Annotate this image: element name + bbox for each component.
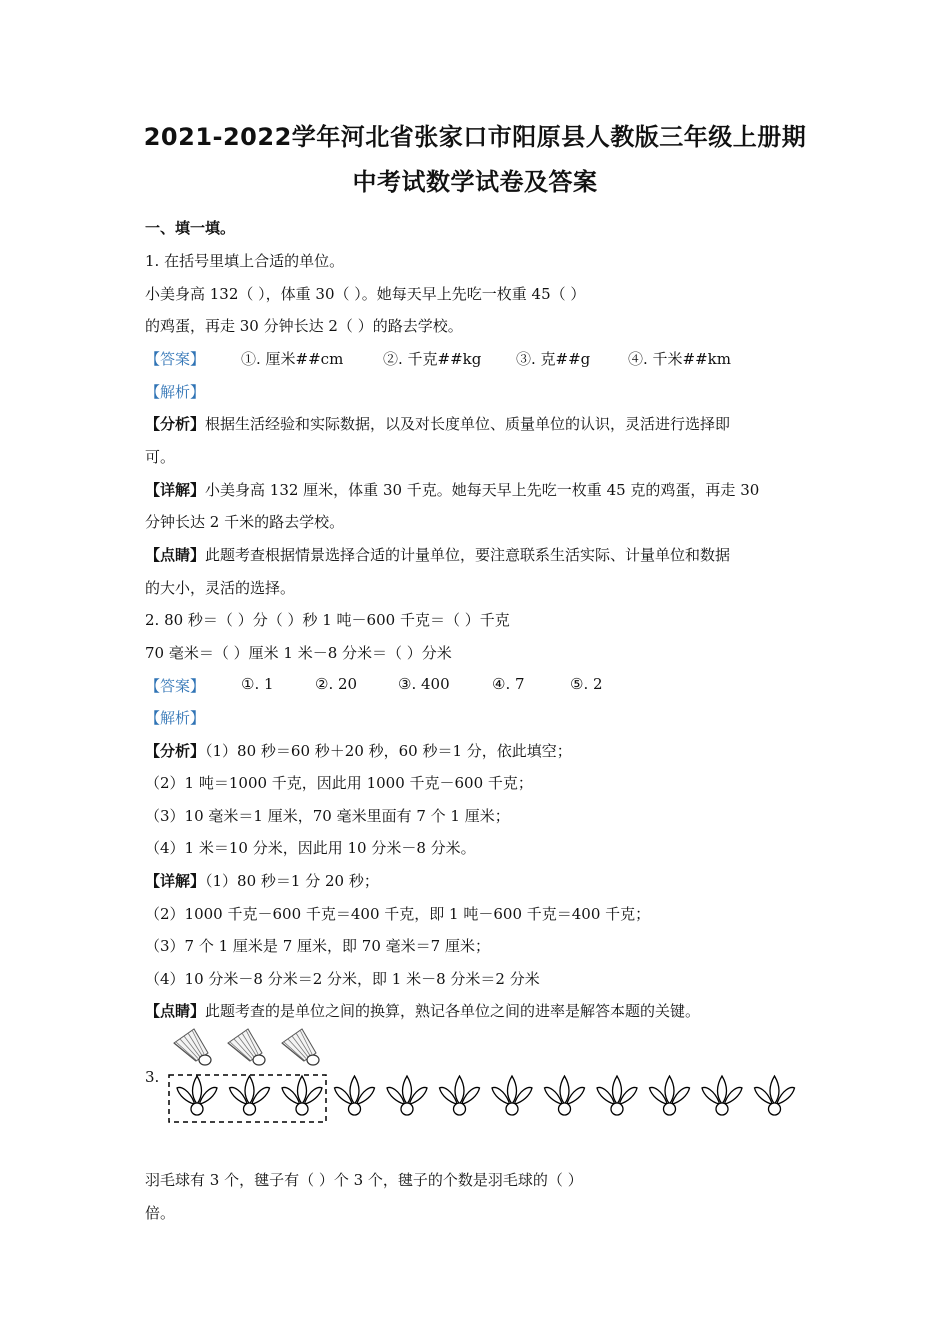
- exam-title-line-1: 2021-2022学年河北省张家口市阳原县人教版三年级上册期: [143, 123, 807, 151]
- jianzi-icon: [755, 1076, 795, 1115]
- q1-detail-line-2: 分钟长达 2 千米的路去学校。: [145, 513, 345, 531]
- exam-title-line-2: 中考试数学试卷及答案: [352, 168, 598, 196]
- q1-note-line-2: 的大小，灵活的选择。: [145, 579, 296, 597]
- q1-stem: 1. 在括号里填上合适的单位。: [145, 252, 345, 270]
- jianzi-icon: [282, 1076, 322, 1115]
- q2-answer-5: ⑤. 2: [570, 675, 603, 693]
- q1-text-line-2: 的鸡蛋，再走 30 分钟长达 2（ ）的路去学校。: [145, 317, 463, 335]
- analysis-tag: 【解析】: [145, 383, 206, 401]
- q1-analysis-line-2: 可。: [145, 448, 176, 466]
- q3-illustration: [145, 1025, 805, 1130]
- q1-answer-3: ③. 克##g: [516, 350, 591, 368]
- jianzi-icon: [597, 1076, 637, 1115]
- q1-note-line-1: 【点睛】此题考查根据情景选择合适的计量单位，要注意联系生活实际、计量单位和数据: [145, 546, 731, 564]
- q2-analysis-line-1: 【分析】（1）80 秒＝60 秒＋20 秒，60 秒＝1 分，依此填空；: [145, 742, 572, 760]
- q1-text-line-1: 小美身高 132（ ），体重 30（ ）。她每天早上先吃一枚重 45（ ）: [145, 285, 586, 303]
- q2-analysis-line-3: （3）10 毫米＝1 厘米，70 毫米里面有 7 个 1 厘米；: [145, 807, 510, 825]
- q1-answer-4: ④. 千米##km: [628, 350, 731, 368]
- jianzi-icon: [545, 1076, 585, 1115]
- analysis-tag: 【解析】: [145, 709, 206, 727]
- q2-analysis-line-2: （2）1 吨＝1000 千克，因此用 1000 千克－600 千克；: [145, 774, 533, 792]
- q1-answer-1: ①. 厘米##cm: [241, 350, 344, 368]
- answer-tag: 【答案】: [145, 677, 206, 695]
- q3-text-line-1: 羽毛球有 3 个，毽子有（ ）个 3 个，毽子的个数是羽毛球的（ ）: [145, 1171, 583, 1189]
- q1-answer-2: ②. 千克##kg: [383, 350, 482, 368]
- jianzi-icon: [387, 1076, 427, 1115]
- q3-number: 3.: [145, 1068, 160, 1086]
- q2-note-line: 【点睛】此题考查的是单位之间的换算，熟记各单位之间的进率是解答本题的关键。: [145, 1002, 701, 1020]
- q2-detail-line-4: （4）10 分米－8 分米＝2 分米，即 1 米－8 分米＝2 分米: [145, 970, 540, 988]
- q2-answer-2: ②. 20: [315, 675, 358, 693]
- shuttlecock-icon: [282, 1029, 319, 1065]
- jianzi-icon: [335, 1076, 375, 1115]
- jianzi-icon: [177, 1076, 217, 1115]
- q1-detail-line-1: 【详解】小美身高 132 厘米，体重 30 千克。她每天早上先吃一枚重 45 克的鸡蛋，再走 30: [145, 481, 760, 499]
- q2-line-1: 2. 80 秒＝（ ）分（ ）秒 1 吨－600 千克＝（ ）千克: [145, 611, 510, 629]
- q1-answer-row: [145, 348, 731, 369]
- q2-answer-row: [145, 675, 603, 696]
- jianzi-icon: [492, 1076, 532, 1115]
- jianzi-icon: [440, 1076, 480, 1115]
- q2-answer-3: ③. 400: [398, 675, 450, 693]
- jianzi-icon: [230, 1076, 270, 1115]
- q2-detail-line-2: （2）1000 千克－600 千克＝400 千克，即 1 吨－600 千克＝400 千克；: [145, 905, 651, 923]
- section-heading: 一、填一填。: [145, 219, 236, 237]
- q2-detail-line-3: （3）7 个 1 厘米是 7 厘米，即 70 毫米＝7 厘米；: [145, 937, 490, 955]
- q2-line-2: 70 毫米＝（ ）厘米 1 米－8 分米＝（ ）分米: [145, 644, 452, 662]
- answer-tag: 【答案】: [145, 350, 206, 368]
- jianzi-icon: [650, 1076, 690, 1115]
- shuttlecock-icon: [174, 1029, 211, 1065]
- q3-text-line-2: 倍。: [145, 1204, 176, 1222]
- q2-detail-line-1: 【详解】（1）80 秒＝1 分 20 秒；: [145, 872, 379, 890]
- jianzi-icon: [702, 1076, 742, 1115]
- q1-analysis-line-1: 【分析】根据生活经验和实际数据，以及对长度单位、质量单位的认识，灵活进行选择即: [145, 415, 731, 433]
- q2-answer-1: ①. 1: [241, 675, 274, 693]
- shuttlecock-icon: [228, 1029, 265, 1065]
- q2-answer-4: ④. 7: [492, 675, 525, 693]
- q2-analysis-line-4: （4）1 米＝10 分米，因此用 10 分米－8 分米。: [145, 839, 476, 857]
